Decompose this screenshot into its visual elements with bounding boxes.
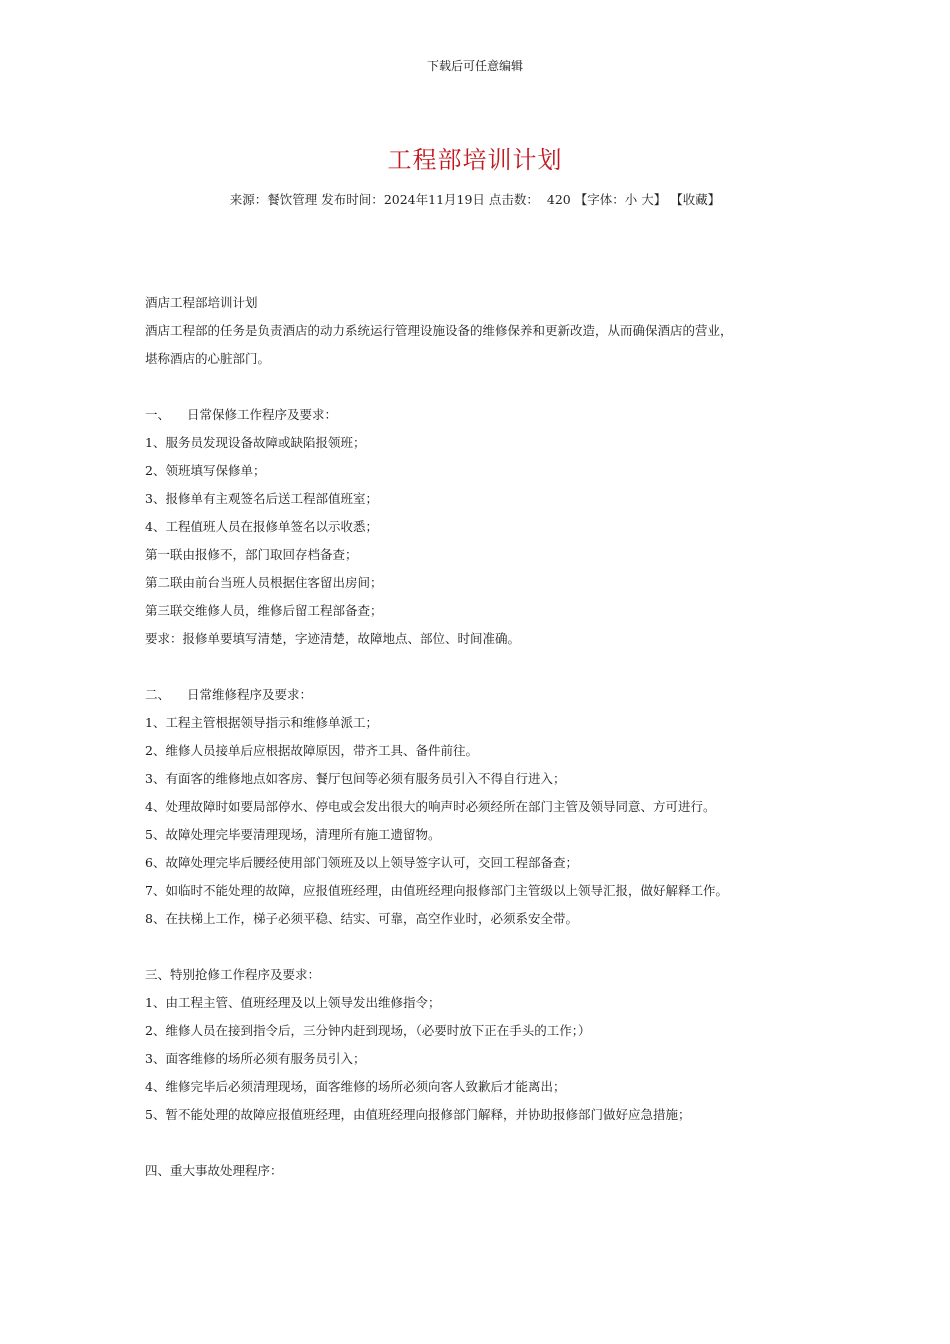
section-number: 一、 — [145, 407, 171, 422]
article-meta — [0, 190, 950, 208]
list-item: 第一联由报修不，部门取回存档备查； — [145, 547, 358, 562]
list-item: 3、有面客的维修地点如客房、餐厅包间等必须有服务员引入不得自行进入； — [145, 771, 566, 786]
article-body — [145, 289, 825, 1185]
download-note: 下载后可任意编辑 — [426, 59, 523, 73]
list-item: 第三联交维修人员，维修后留工程部备查； — [145, 603, 383, 618]
page-title: 工程部培训计划 — [387, 146, 563, 174]
list-item: 2、领班填写保修单； — [145, 463, 266, 478]
section-heading — [145, 681, 825, 709]
source-link[interactable]: 餐饮管理 — [267, 192, 318, 207]
clicks-label: 点击数： — [488, 192, 539, 207]
section-heading — [145, 401, 825, 429]
list-item: 要求：报修单要填写清楚，字迹清楚，故障地点、部位、时间准确。 — [145, 631, 521, 646]
favorite-link[interactable]: 【收藏】 — [670, 192, 721, 207]
intro-paragraph-line: 酒店工程部的任务是负责酒店的动力系统运行管理设施设备的维修保养和更新改造，从而确保酒店的营业， — [145, 323, 733, 338]
section-heading: 三、特别抢修工作程序及要求： — [145, 967, 321, 982]
list-item: 2、维修人员接单后应根据故障原因，带齐工具、备件前往。 — [145, 743, 478, 758]
intro-paragraph-line: 堪称酒店的心脏部门。 — [145, 351, 271, 366]
list-item: 7、如临时不能处理的故障，应报值班经理，由值班经理向报修部门主管级以上领导汇报，做好解释工作。 — [145, 883, 728, 898]
list-item: 6、故障处理完毕后腰经使用部门领班及以上领导签字认可，交回工程部备查； — [145, 855, 578, 870]
list-item: 1、工程主管根据领导指示和维修单派工； — [145, 715, 378, 730]
publish-date: 2024年11月19日 — [383, 192, 485, 207]
section-number: 二、 — [145, 687, 171, 702]
list-item: 8、在扶梯上工作，梯子必须平稳、结实、可靠，高空作业时，必须系安全带。 — [145, 911, 578, 926]
list-item: 2、维修人员在接到指令后，三分钟内赶到现场，（必要时放下正在手头的工作；） — [145, 1023, 591, 1038]
intro-heading: 酒店工程部培训计划 — [145, 295, 258, 310]
section-title: 日常维修程序及要求： — [187, 687, 313, 702]
section-heading: 四、重大事故处理程序： — [145, 1163, 283, 1178]
section-title: 日常保修工作程序及要求： — [187, 407, 338, 422]
click-count: 420 — [546, 192, 571, 207]
list-item: 5、暂不能处理的故障应报值班经理，由值班经理向报修部门解释，并协助报修部门做好应急措施； — [145, 1107, 691, 1122]
list-item: 4、处理故障时如要局部停水、停电或会发出很大的响声时必须经所在部门主管及领导同意、方可进行。 — [145, 799, 716, 814]
list-item: 3、面客维修的场所必须有服务员引入； — [145, 1051, 366, 1066]
list-item: 1、服务员发现设备故障或缺陷报领班； — [145, 435, 366, 450]
list-item: 4、工程值班人员在报修单签名以示收悉； — [145, 519, 378, 534]
source-label: 来源： — [229, 192, 268, 207]
list-item: 1、由工程主管、值班经理及以上领导发出维修指令； — [145, 995, 441, 1010]
font-size-control[interactable]: 【字体：小 大】 — [574, 192, 667, 207]
list-item: 3、报修单有主观签名后送工程部值班室； — [145, 491, 378, 506]
date-label: 发布时间： — [321, 192, 384, 207]
list-item: 5、故障处理完毕要清理现场，清理所有施工遗留物。 — [145, 827, 441, 842]
list-item: 第二联由前台当班人员根据住客留出房间； — [145, 575, 383, 590]
list-item: 4、维修完毕后必须清理现场，面客维修的场所必须向客人致歉后才能离出； — [145, 1079, 566, 1094]
